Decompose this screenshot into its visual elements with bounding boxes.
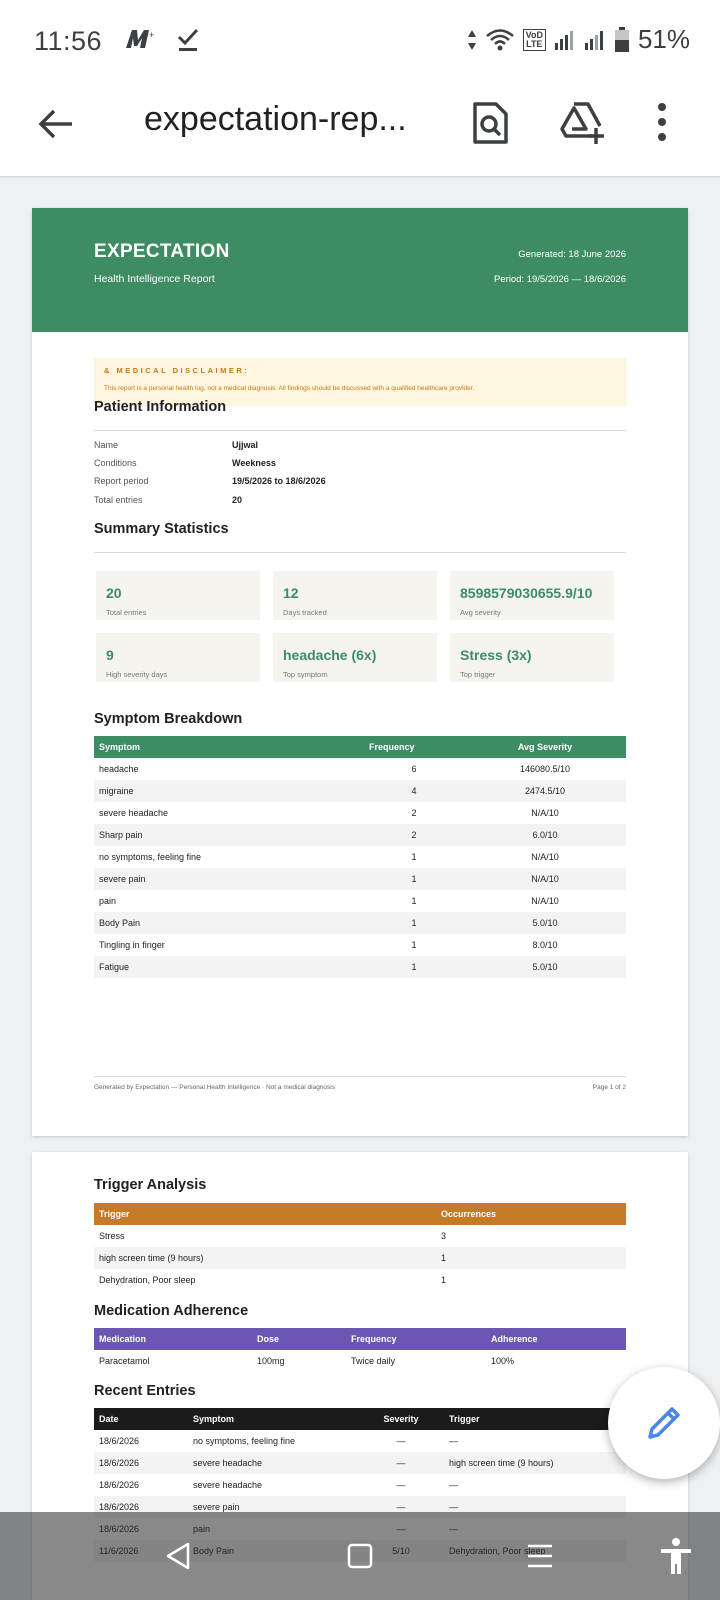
table-header-row <box>94 1408 626 1430</box>
table-row <box>94 824 626 846</box>
cell-symptom: severe headache <box>99 808 169 818</box>
stat-value: 8598579030655.9/10 <box>460 585 593 601</box>
table-row <box>94 1452 626 1474</box>
cell-date: 18/6/2026 <box>94 1452 188 1474</box>
cell-frequency: 1 <box>411 852 417 862</box>
table-row <box>94 758 626 780</box>
accessibility-icon <box>656 1536 696 1576</box>
cell-medication: Paracetamol <box>99 1356 150 1366</box>
medication-title: Medication Adherence <box>94 1303 249 1319</box>
stat-card <box>273 633 437 682</box>
cell-adherence: 100% <box>491 1356 515 1366</box>
column-header: Adherence <box>486 1328 626 1350</box>
table-row <box>94 1225 626 1247</box>
column-header: Avg Severity <box>464 736 626 758</box>
cell-severity: 2474.5/10 <box>464 780 626 802</box>
cell-symptom: severe pain <box>94 868 364 890</box>
divider <box>94 552 626 553</box>
table-header-row <box>94 1328 626 1350</box>
info-label: Name <box>94 440 119 450</box>
info-value: Ujjwal <box>232 440 259 450</box>
cell-severity: — <box>396 1480 406 1490</box>
square-home-icon <box>340 1536 380 1576</box>
arrow-left-icon <box>34 102 78 146</box>
page-footer-text: Generated by Expectation — Personal Health Intelligence · Not a medical diagnosis <box>94 1084 335 1091</box>
stat-card <box>450 571 614 620</box>
column-header: Occurrences <box>436 1203 626 1225</box>
download-done-icon <box>176 26 200 52</box>
status-left-icons <box>124 26 200 52</box>
table-header-row <box>94 736 626 758</box>
disclaimer-title: & MEDICAL DISCLAIMER: <box>104 366 250 375</box>
cell-frequency: 2 <box>411 808 417 818</box>
cell-symptom: no symptoms, feeling fine <box>99 852 202 862</box>
column-header: Dose <box>252 1328 346 1350</box>
cell-occurrences: 1 <box>436 1247 626 1269</box>
cell-date: 18/6/2026 <box>99 1480 140 1490</box>
table-row <box>94 868 626 890</box>
stat-card <box>96 633 260 682</box>
cell-severity: 6.0/10 <box>464 824 626 846</box>
table-row <box>94 912 626 934</box>
cell-symptom: migraine <box>94 780 364 802</box>
status-bar <box>0 0 720 78</box>
menu-lines-icon <box>520 1536 560 1576</box>
table-row <box>94 1269 626 1291</box>
cell-frequency: 1 <box>411 896 417 906</box>
stat-value: headache (6x) <box>283 647 377 663</box>
battery-percent: 51% <box>637 24 690 54</box>
document-page-1[interactable] <box>32 208 688 1136</box>
cell-occurrences: 3 <box>441 1231 447 1241</box>
accessibility-button[interactable] <box>656 1536 696 1576</box>
cell-symptom: Sharp pain <box>94 824 364 846</box>
info-label: Report period <box>94 476 149 486</box>
stat-label: Top symptom <box>283 670 328 679</box>
symptom-breakdown-table <box>94 736 626 978</box>
table-row <box>94 1247 626 1269</box>
wifi-icon <box>485 28 515 52</box>
back-button[interactable] <box>34 102 78 146</box>
table-row <box>94 1350 626 1372</box>
symptom-breakdown-title: Symptom Breakdown <box>94 711 243 727</box>
stat-label: High severity days <box>106 670 168 679</box>
signal-icon-1 <box>554 29 576 51</box>
cell-frequency: 4 <box>364 780 464 802</box>
nav-recents-button[interactable] <box>520 1536 560 1576</box>
column-header: Symptom <box>94 736 364 758</box>
info-value: 19/5/2026 to 18/6/2026 <box>232 476 326 486</box>
cell-trigger: — <box>449 1436 458 1446</box>
column-header: Trigger <box>444 1408 626 1430</box>
cell-frequency: 2 <box>364 824 464 846</box>
cell-trigger: — <box>449 1480 458 1490</box>
cell-frequency: 1 <box>364 868 464 890</box>
recent-entries-title: Recent Entries <box>94 1383 196 1399</box>
table-row <box>94 934 626 956</box>
stat-label: Top trigger <box>460 670 496 679</box>
cell-frequency: Twice daily <box>351 1356 396 1366</box>
info-value: Weekness <box>232 458 276 468</box>
cell-severity: — <box>396 1436 406 1446</box>
info-label: Total entries <box>94 495 143 505</box>
stat-value: 12 <box>283 585 299 601</box>
add-to-drive-icon <box>558 98 608 148</box>
cell-symptom: Fatigue <box>94 956 364 978</box>
stat-label: Total entries <box>106 608 147 617</box>
cell-severity: N/A/10 <box>464 868 626 890</box>
system-navigation-bar <box>0 1512 720 1600</box>
cell-severity: — <box>358 1496 444 1518</box>
cell-symptom: Body Pain <box>94 912 364 934</box>
column-header: Severity <box>358 1408 444 1430</box>
pencil-icon <box>644 1403 684 1443</box>
cell-severity: 146080.5/10 <box>519 764 571 774</box>
signal-icon-2 <box>584 29 606 51</box>
cell-severity: 8.0/10 <box>532 940 558 950</box>
table-row <box>94 802 626 824</box>
cell-symptom: severe headache <box>188 1452 358 1474</box>
cell-frequency: 1 <box>364 912 464 934</box>
cell-trigger: high screen time (9 hours) <box>444 1452 626 1474</box>
table-row <box>94 780 626 802</box>
footer-divider <box>94 1076 626 1077</box>
battery-icon <box>614 27 630 53</box>
trigger-analysis-title: Trigger Analysis <box>94 1177 207 1193</box>
status-time: 11:56 <box>34 26 103 56</box>
cell-date: 18/6/2026 <box>99 1436 140 1446</box>
cell-severity: — <box>358 1452 444 1474</box>
find-in-document-button[interactable] <box>466 98 516 148</box>
cell-frequency: 6 <box>411 764 417 774</box>
info-value: 20 <box>232 495 243 505</box>
patient-info-title: Patient Information <box>94 399 227 415</box>
stat-label: Days tracked <box>283 608 327 617</box>
disclaimer-text: This report is a personal health log, not a medical diagnosis. All findings should be discussed with a qualified healthcare provider. <box>104 385 475 392</box>
cell-severity: N/A/10 <box>531 896 559 906</box>
info-label: Conditions <box>94 458 137 468</box>
stat-card <box>450 633 614 682</box>
more-options-button[interactable] <box>642 98 692 148</box>
add-to-drive-button[interactable] <box>558 98 608 148</box>
stat-card <box>96 571 260 620</box>
report-generated-date: Generated: 18 June 2026 <box>518 249 626 260</box>
summary-title: Summary Statistics <box>94 521 229 537</box>
cell-trigger: Stress <box>99 1231 125 1241</box>
svg-text:+: + <box>149 30 155 40</box>
edit-fab-button[interactable] <box>608 1367 720 1479</box>
trigger-table <box>94 1203 626 1291</box>
cell-symptom: headache <box>99 764 139 774</box>
find-in-document-icon <box>466 98 516 148</box>
document-title: expectation-rep... <box>144 100 407 138</box>
report-subtitle: Health Intelligence Report <box>94 273 215 285</box>
stat-value: Stress (3x) <box>460 647 532 663</box>
table-row <box>94 890 626 912</box>
column-header: Medication <box>94 1328 252 1350</box>
cell-symptom: severe pain <box>188 1496 358 1518</box>
volte-icon: VoD LTE <box>523 29 546 51</box>
cell-occurrences: 1 <box>441 1275 447 1285</box>
report-header <box>32 208 688 332</box>
cell-frequency: 1 <box>411 940 417 950</box>
stat-card <box>273 571 437 620</box>
cell-severity: 5.0/10 <box>464 956 626 978</box>
nav-back-button[interactable] <box>158 1536 198 1576</box>
app-bar <box>0 78 720 176</box>
table-row <box>94 846 626 868</box>
cell-severity: N/A/10 <box>531 852 559 862</box>
cell-trigger: — <box>444 1496 626 1518</box>
stat-value: 9 <box>106 647 114 663</box>
cell-frequency: 1 <box>364 956 464 978</box>
cell-symptom: no symptoms, feeling fine <box>193 1436 296 1446</box>
m-notification-icon <box>124 26 158 52</box>
column-header: Frequency <box>364 736 464 758</box>
report-period: Period: 19/5/2026 — 18/6/2026 <box>493 274 626 285</box>
column-header: Trigger <box>94 1203 436 1225</box>
report-title: EXPECTATION <box>94 241 230 262</box>
table-header-row <box>94 1203 626 1225</box>
cell-trigger: Dehydration, Poor sleep <box>99 1275 196 1285</box>
more-vert-icon <box>642 98 692 148</box>
column-header: Frequency <box>346 1328 486 1350</box>
column-header: Date <box>94 1408 188 1430</box>
nav-home-button[interactable] <box>340 1536 380 1576</box>
cell-trigger: high screen time (9 hours) <box>94 1247 436 1269</box>
stat-label: Avg severity <box>460 608 501 617</box>
cell-symptom: pain <box>99 896 117 906</box>
medication-table <box>94 1328 626 1372</box>
column-header: Symptom <box>188 1408 358 1430</box>
table-row <box>94 1430 626 1452</box>
cell-dose: 100mg <box>257 1356 285 1366</box>
page-number: Page 1 of 2 <box>592 1084 626 1091</box>
cell-symptom: Tingling in finger <box>99 940 165 950</box>
cell-severity: 5.0/10 <box>464 912 626 934</box>
cell-symptom: severe headache <box>193 1480 263 1490</box>
stat-value: 20 <box>106 585 122 601</box>
cell-severity: N/A/10 <box>531 808 559 818</box>
divider <box>94 430 626 431</box>
cell-date: 18/6/2026 <box>94 1496 188 1518</box>
data-arrows-icon <box>467 28 477 52</box>
table-row <box>94 1474 626 1496</box>
table-row <box>94 956 626 978</box>
triangle-back-icon <box>158 1536 198 1576</box>
status-right-icons <box>467 24 690 55</box>
